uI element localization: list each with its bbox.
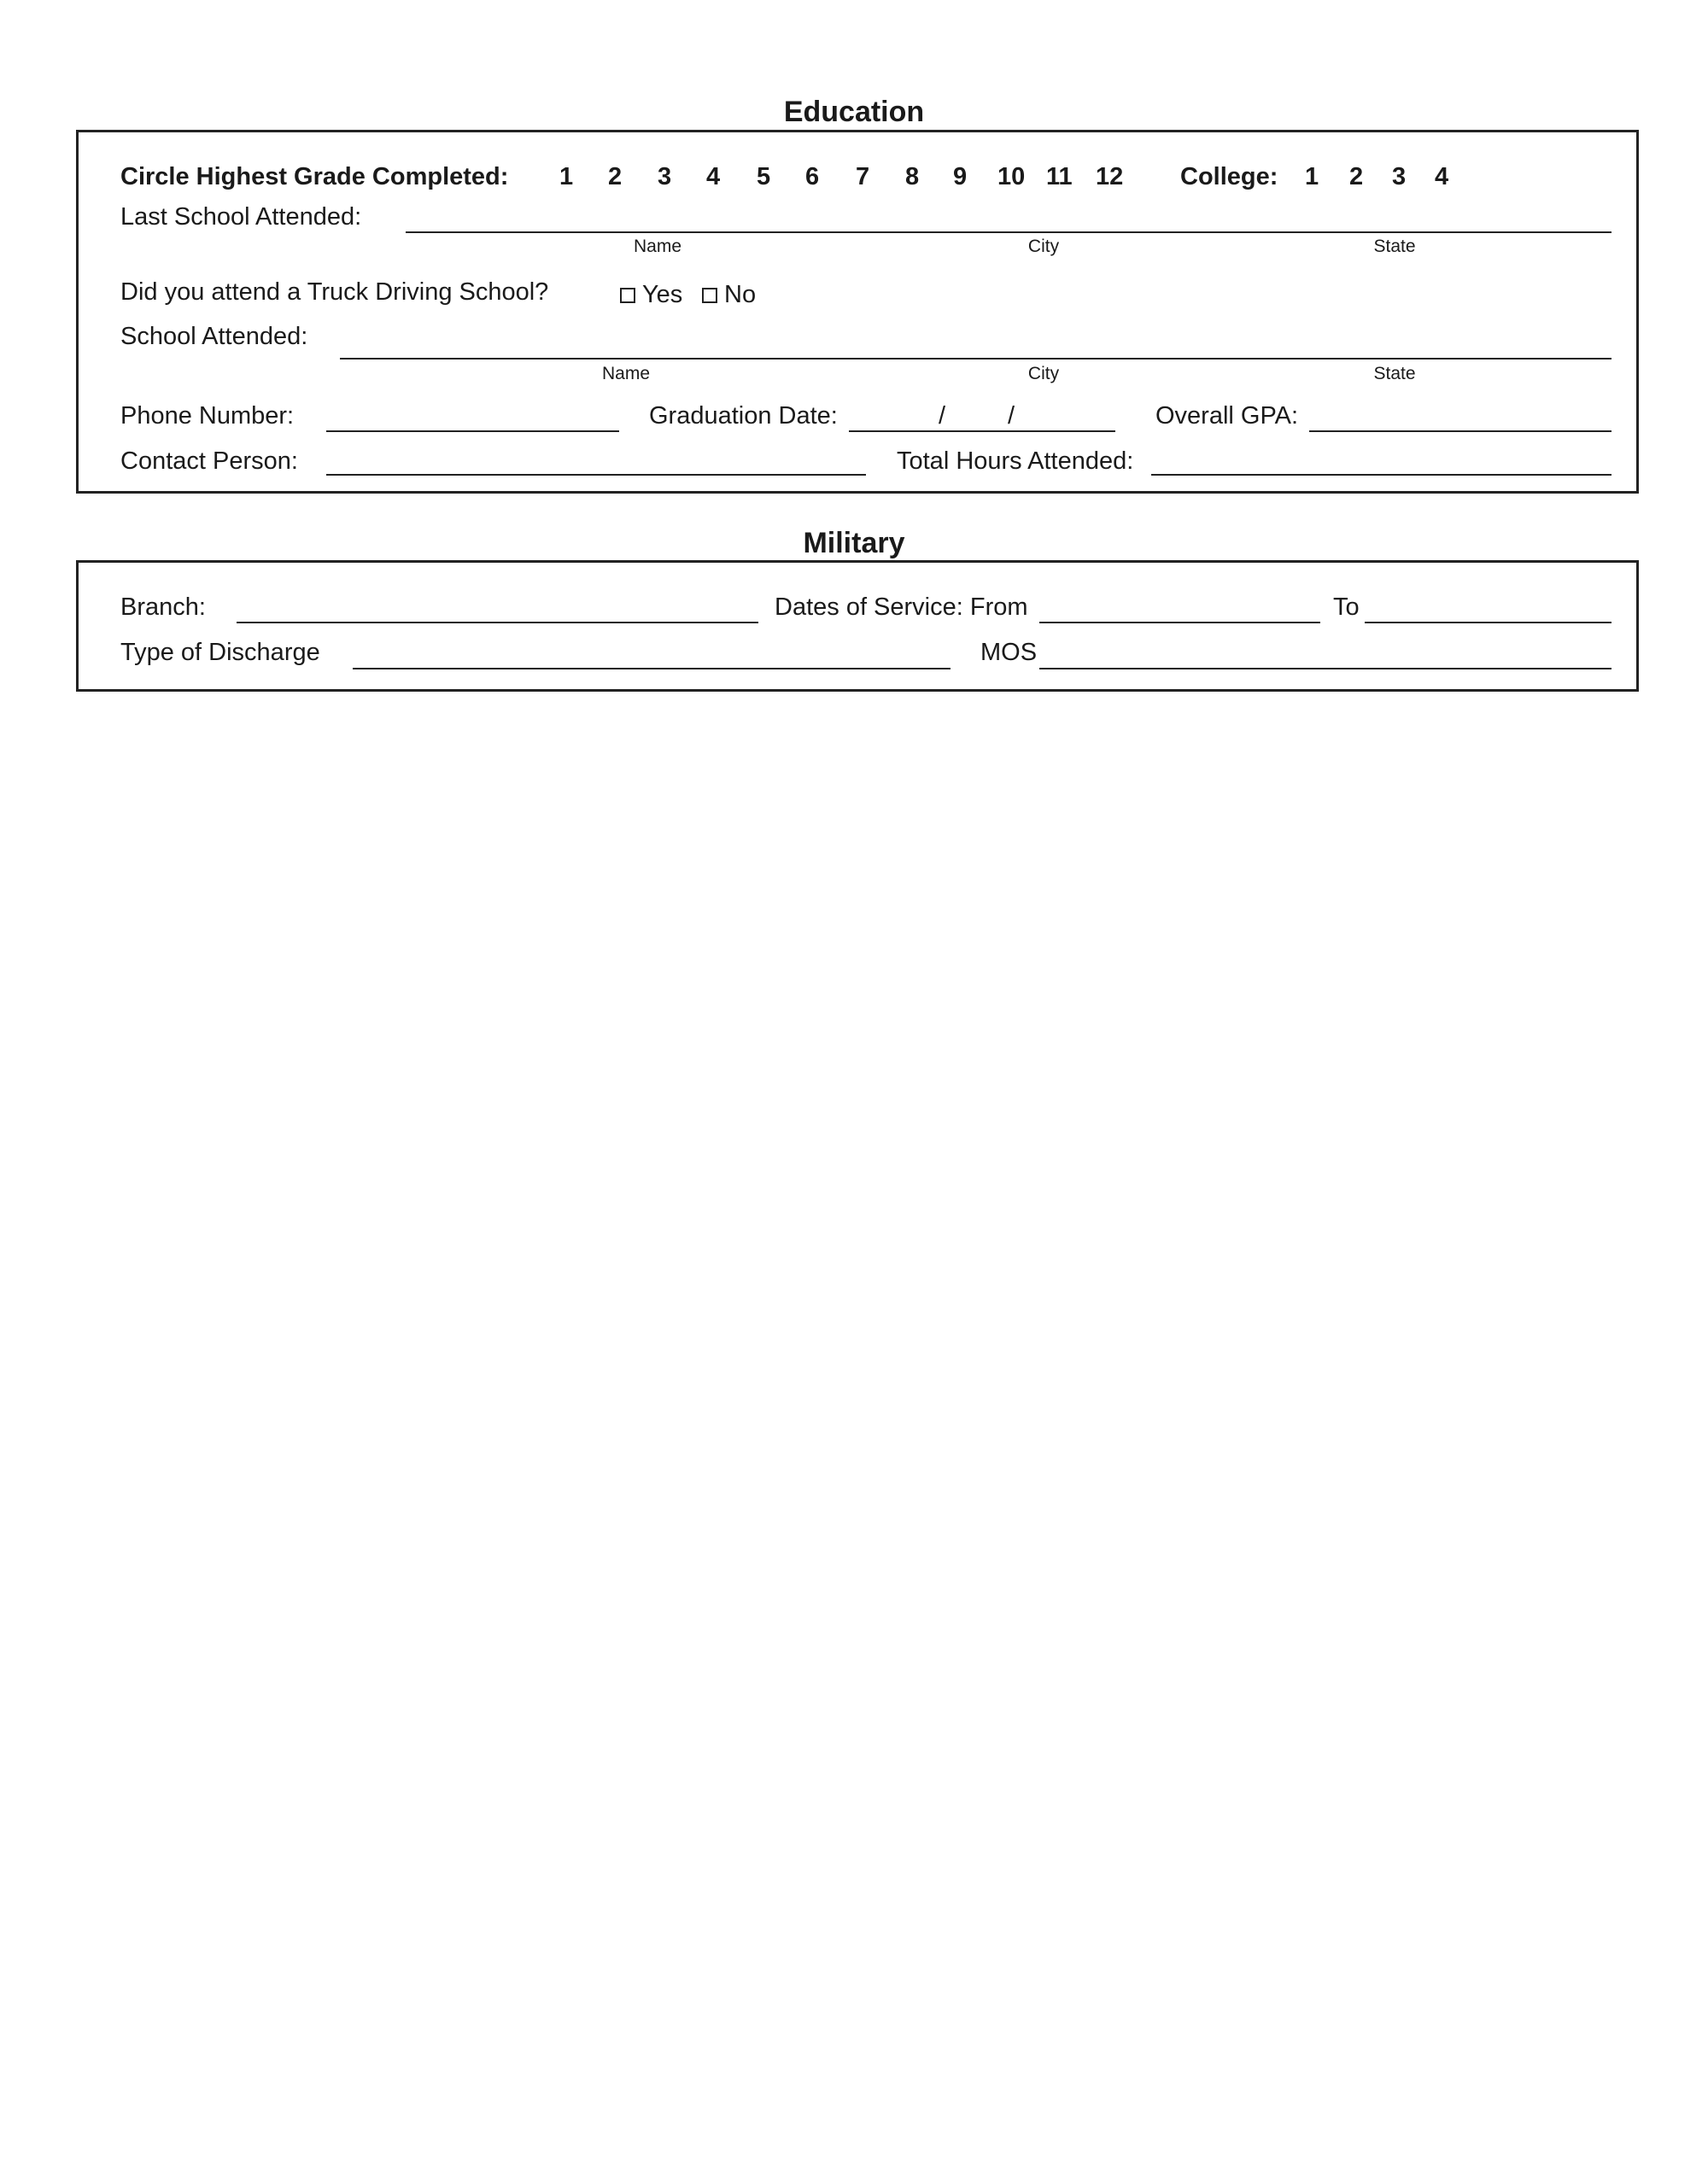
grade-option-11[interactable]: 11 (1046, 163, 1073, 190)
grade-option-12[interactable]: 12 (1096, 163, 1124, 190)
school-attended-state-caption: State (1373, 364, 1416, 383)
grade-option-5[interactable]: 5 (757, 163, 771, 190)
school-attended-input[interactable] (340, 358, 1611, 360)
graduation-date-separator-2: / (1008, 402, 1015, 430)
truck-school-label: Did you attend a Truck Driving School? (120, 278, 549, 306)
military-title: Military (803, 527, 905, 559)
grade-option-9[interactable]: 9 (953, 163, 968, 190)
branch-label: Branch: (120, 593, 206, 621)
education-title: Education (783, 96, 925, 128)
college-option-4[interactable]: 4 (1435, 163, 1449, 190)
military-section (76, 560, 1639, 692)
no-option[interactable] (702, 283, 756, 307)
grade-option-3[interactable]: 3 (658, 163, 672, 190)
grade-option-2[interactable]: 2 (608, 163, 623, 190)
contact-input[interactable] (326, 474, 866, 476)
dates-to-input[interactable] (1365, 622, 1611, 623)
hours-label: Total Hours Attended: (897, 447, 1134, 475)
grade-option-4[interactable]: 4 (706, 163, 721, 190)
dates-from-input[interactable] (1039, 622, 1320, 623)
gpa-label: Overall GPA: (1155, 402, 1299, 430)
college-label: College: (1180, 163, 1278, 190)
mos-label: MOS (980, 639, 1038, 666)
grade-option-1[interactable]: 1 (559, 163, 574, 190)
yes-checkbox[interactable] (620, 288, 635, 303)
last-school-city-caption: City (1027, 237, 1060, 256)
college-option-1[interactable]: 1 (1305, 163, 1319, 190)
branch-input[interactable] (237, 622, 758, 623)
last-school-state-caption: State (1373, 237, 1416, 256)
grade-option-10[interactable]: 10 (997, 163, 1026, 190)
dates-to-label: To (1333, 593, 1360, 621)
no-checkbox[interactable] (702, 288, 717, 303)
dates-from-label: Dates of Service: From (775, 593, 1028, 621)
hours-input[interactable] (1151, 474, 1611, 476)
phone-label: Phone Number: (120, 402, 295, 430)
discharge-input[interactable] (353, 668, 951, 669)
last-school-input[interactable] (406, 231, 1611, 233)
college-option-2[interactable]: 2 (1349, 163, 1364, 190)
school-attended-city-caption: City (1027, 364, 1060, 383)
last-school-label: Last School Attended: (120, 203, 362, 231)
graduation-label: Graduation Date: (649, 402, 838, 430)
grade-option-7[interactable]: 7 (856, 163, 870, 190)
grade-option-6[interactable]: 6 (805, 163, 820, 190)
school-attended-name-caption: Name (601, 364, 651, 383)
graduation-date-input[interactable] (849, 430, 1115, 432)
contact-label: Contact Person: (120, 447, 298, 475)
gpa-input[interactable] (1309, 430, 1611, 432)
mos-input[interactable] (1039, 668, 1611, 669)
yes-option[interactable] (620, 283, 682, 307)
grade-label: Circle Highest Grade Completed: (120, 163, 509, 190)
last-school-name-caption: Name (633, 237, 682, 256)
college-option-3[interactable]: 3 (1392, 163, 1407, 190)
grade-option-8[interactable]: 8 (905, 163, 920, 190)
phone-input[interactable] (326, 430, 619, 432)
no-label: No (724, 281, 757, 308)
school-attended-label: School Attended: (120, 323, 308, 350)
graduation-date-separator-1: / (939, 402, 946, 430)
yes-label: Yes (642, 281, 683, 308)
discharge-label: Type of Discharge (120, 639, 320, 666)
